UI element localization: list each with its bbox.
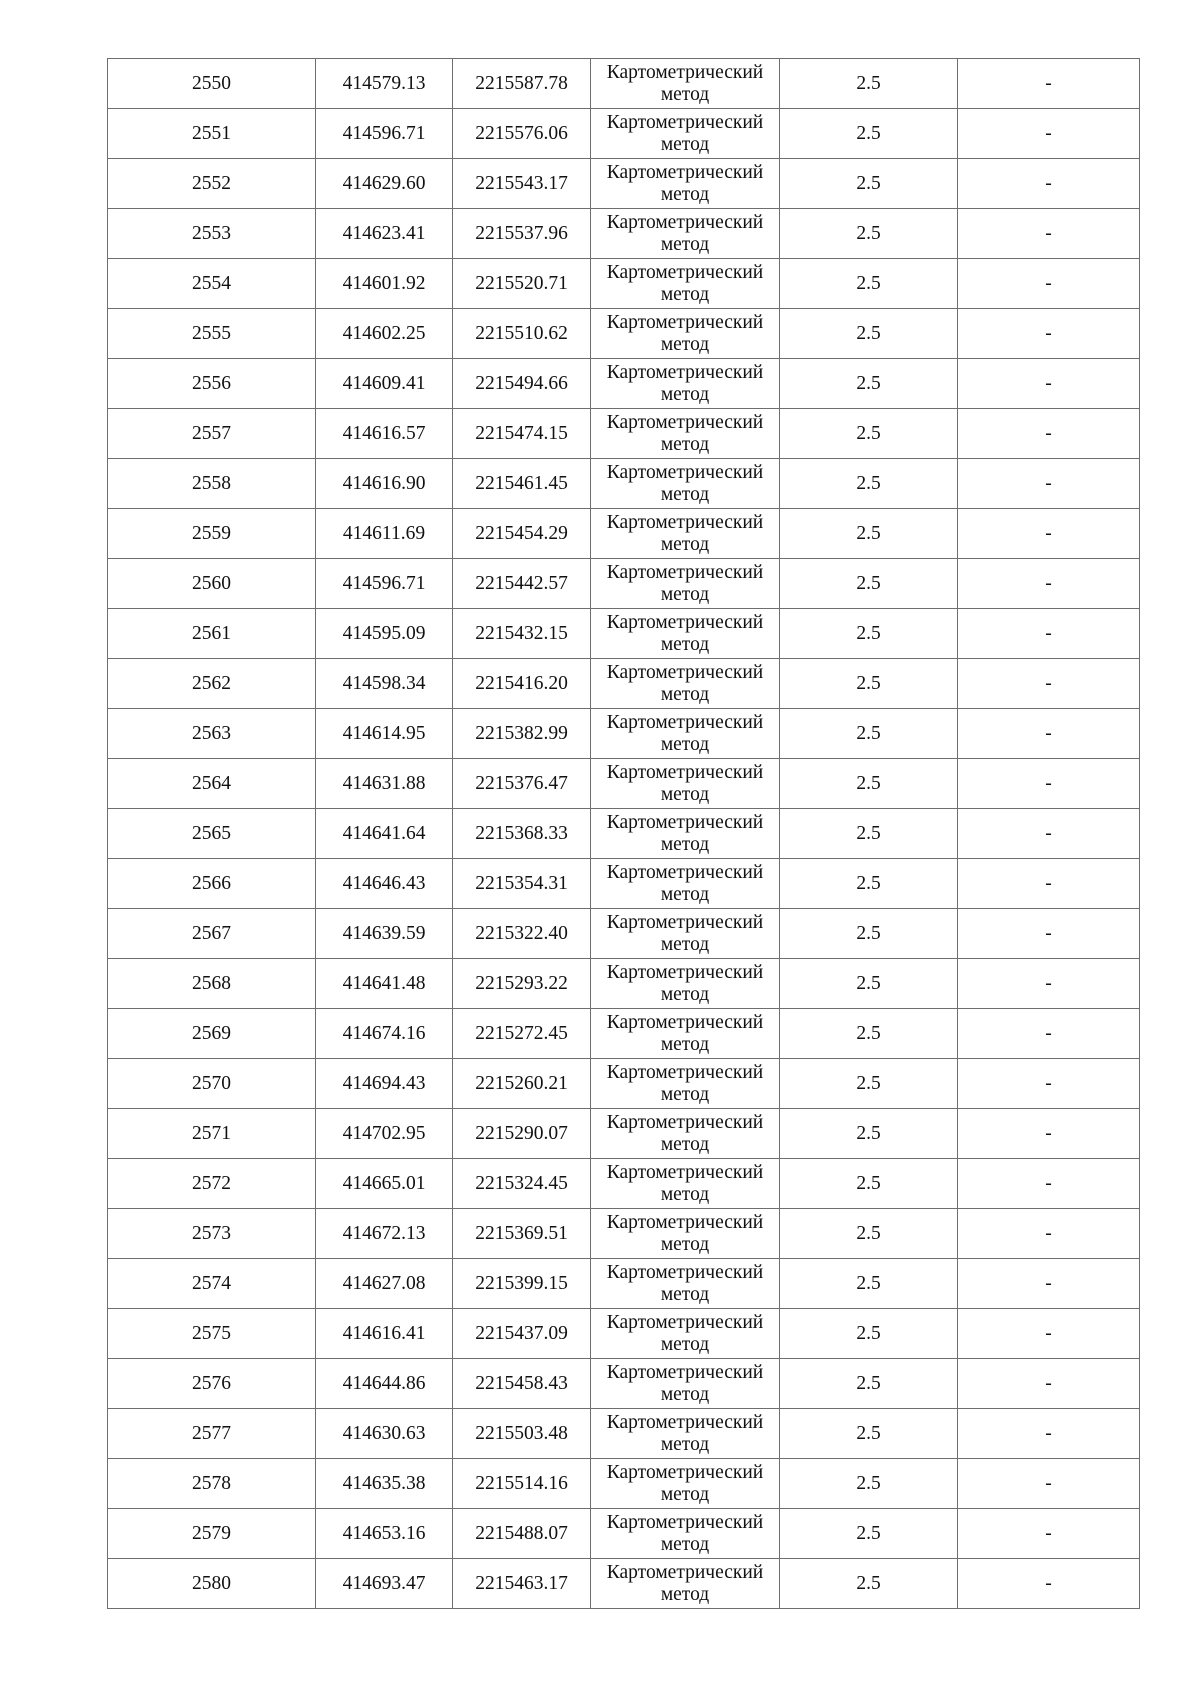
- method-text-line2: метод: [660, 1333, 710, 1355]
- accuracy-cell: 2.5: [780, 859, 958, 909]
- x-coordinate-cell: 414639.59: [316, 909, 453, 959]
- y-coordinate-cell: 2215576.06: [453, 109, 591, 159]
- table-row: [108, 1409, 1140, 1459]
- method-text-line1: Картометрический: [606, 911, 764, 933]
- y-coordinate-cell: 2215454.29: [453, 509, 591, 559]
- method-cell: [591, 559, 780, 609]
- table-row: [108, 109, 1140, 159]
- accuracy-cell: 2.5: [780, 1059, 958, 1109]
- x-coordinate-cell: 414674.16: [316, 1009, 453, 1059]
- note-cell: -: [958, 1509, 1140, 1559]
- method-text-line1: Картометрический: [606, 661, 764, 683]
- table-row: [108, 209, 1140, 259]
- accuracy-cell: 2.5: [780, 809, 958, 859]
- x-coordinate-cell: 414598.34: [316, 659, 453, 709]
- method-text-line1: Картометрический: [606, 511, 764, 533]
- table-row: [108, 959, 1140, 1009]
- note-cell: -: [958, 1359, 1140, 1409]
- point-number-cell: 2577: [108, 1409, 316, 1459]
- x-coordinate-cell: 414702.95: [316, 1109, 453, 1159]
- method-cell: [591, 409, 780, 459]
- method-text-line2: метод: [660, 633, 710, 655]
- table-row: [108, 1009, 1140, 1059]
- point-number-cell: 2559: [108, 509, 316, 559]
- y-coordinate-cell: 2215382.99: [453, 709, 591, 759]
- x-coordinate-cell: 414653.16: [316, 1509, 453, 1559]
- table-row: [108, 1359, 1140, 1409]
- point-number-cell: 2558: [108, 459, 316, 509]
- method-text-line1: Картометрический: [606, 1411, 764, 1433]
- accuracy-cell: 2.5: [780, 609, 958, 659]
- table-row: [108, 359, 1140, 409]
- note-cell: -: [958, 1409, 1140, 1459]
- accuracy-cell: 2.5: [780, 1359, 958, 1409]
- y-coordinate-cell: 2215461.45: [453, 459, 591, 509]
- point-number-cell: 2575: [108, 1309, 316, 1359]
- method-cell: [591, 109, 780, 159]
- method-text-line2: метод: [660, 1483, 710, 1505]
- accuracy-cell: 2.5: [780, 159, 958, 209]
- note-cell: -: [958, 1209, 1140, 1259]
- y-coordinate-cell: 2215543.17: [453, 159, 591, 209]
- table-row: [108, 1059, 1140, 1109]
- method-text-line1: Картометрический: [606, 711, 764, 733]
- x-coordinate-cell: 414672.13: [316, 1209, 453, 1259]
- y-coordinate-cell: 2215520.71: [453, 259, 591, 309]
- point-number-cell: 2562: [108, 659, 316, 709]
- method-cell: [591, 1159, 780, 1209]
- x-coordinate-cell: 414635.38: [316, 1459, 453, 1509]
- x-coordinate-cell: 414611.69: [316, 509, 453, 559]
- accuracy-cell: 2.5: [780, 1009, 958, 1059]
- note-cell: -: [958, 759, 1140, 809]
- note-cell: -: [958, 1059, 1140, 1109]
- y-coordinate-cell: 2215463.17: [453, 1559, 591, 1609]
- accuracy-cell: 2.5: [780, 309, 958, 359]
- y-coordinate-cell: 2215488.07: [453, 1509, 591, 1559]
- x-coordinate-cell: 414614.95: [316, 709, 453, 759]
- method-text-line2: метод: [660, 1583, 710, 1605]
- y-coordinate-cell: 2215293.22: [453, 959, 591, 1009]
- y-coordinate-cell: 2215290.07: [453, 1109, 591, 1159]
- x-coordinate-cell: 414579.13: [316, 59, 453, 109]
- point-number-cell: 2568: [108, 959, 316, 1009]
- method-text-line2: метод: [660, 533, 710, 555]
- note-cell: -: [958, 259, 1140, 309]
- method-text-line2: метод: [660, 783, 710, 805]
- x-coordinate-cell: 414596.71: [316, 109, 453, 159]
- y-coordinate-cell: 2215494.66: [453, 359, 591, 409]
- table-row: [108, 1259, 1140, 1309]
- x-coordinate-cell: 414644.86: [316, 1359, 453, 1409]
- y-coordinate-cell: 2215369.51: [453, 1209, 591, 1259]
- y-coordinate-cell: 2215474.15: [453, 409, 591, 459]
- method-text-line1: Картометрический: [606, 1311, 764, 1333]
- y-coordinate-cell: 2215260.21: [453, 1059, 591, 1109]
- point-number-cell: 2563: [108, 709, 316, 759]
- point-number-cell: 2578: [108, 1459, 316, 1509]
- x-coordinate-cell: 414641.64: [316, 809, 453, 859]
- x-coordinate-cell: 414616.90: [316, 459, 453, 509]
- note-cell: -: [958, 159, 1140, 209]
- accuracy-cell: 2.5: [780, 409, 958, 459]
- method-cell: [591, 609, 780, 659]
- note-cell: -: [958, 509, 1140, 559]
- accuracy-cell: 2.5: [780, 1209, 958, 1259]
- point-number-cell: 2571: [108, 1109, 316, 1159]
- table-row: [108, 159, 1140, 209]
- method-text-line2: метод: [660, 1083, 710, 1105]
- coordinates-table: [107, 58, 1140, 1609]
- method-text-line1: Картометрический: [606, 211, 764, 233]
- x-coordinate-cell: 414616.57: [316, 409, 453, 459]
- point-number-cell: 2554: [108, 259, 316, 309]
- note-cell: -: [958, 109, 1140, 159]
- note-cell: -: [958, 809, 1140, 859]
- method-text-line2: метод: [660, 283, 710, 305]
- method-text-line2: метод: [660, 983, 710, 1005]
- method-text-line2: метод: [660, 683, 710, 705]
- coordinates-table-body: [108, 59, 1140, 1609]
- method-text-line1: Картометрический: [606, 1511, 764, 1533]
- method-text-line2: метод: [660, 133, 710, 155]
- note-cell: -: [958, 209, 1140, 259]
- point-number-cell: 2565: [108, 809, 316, 859]
- method-cell: [591, 809, 780, 859]
- note-cell: -: [958, 659, 1140, 709]
- y-coordinate-cell: 2215354.31: [453, 859, 591, 909]
- method-text-line1: Картометрический: [606, 411, 764, 433]
- method-cell: [591, 759, 780, 809]
- method-text-line1: Картометрический: [606, 1211, 764, 1233]
- note-cell: -: [958, 1009, 1140, 1059]
- accuracy-cell: 2.5: [780, 1159, 958, 1209]
- accuracy-cell: 2.5: [780, 659, 958, 709]
- method-text-line2: метод: [660, 1183, 710, 1205]
- table-row: [108, 659, 1140, 709]
- point-number-cell: 2551: [108, 109, 316, 159]
- method-cell: [591, 659, 780, 709]
- point-number-cell: 2561: [108, 609, 316, 659]
- point-number-cell: 2580: [108, 1559, 316, 1609]
- method-text-line1: Картометрический: [606, 861, 764, 883]
- method-cell: [591, 709, 780, 759]
- method-text-line2: метод: [660, 883, 710, 905]
- note-cell: -: [958, 559, 1140, 609]
- method-cell: [591, 59, 780, 109]
- method-text-line1: Картометрический: [606, 1361, 764, 1383]
- accuracy-cell: 2.5: [780, 1259, 958, 1309]
- point-number-cell: 2552: [108, 159, 316, 209]
- table-row: [108, 709, 1140, 759]
- y-coordinate-cell: 2215587.78: [453, 59, 591, 109]
- method-cell: [591, 1359, 780, 1409]
- y-coordinate-cell: 2215442.57: [453, 559, 591, 609]
- x-coordinate-cell: 414596.71: [316, 559, 453, 609]
- table-row: [108, 759, 1140, 809]
- accuracy-cell: 2.5: [780, 209, 958, 259]
- point-number-cell: 2569: [108, 1009, 316, 1059]
- y-coordinate-cell: 2215503.48: [453, 1409, 591, 1459]
- note-cell: -: [958, 859, 1140, 909]
- x-coordinate-cell: 414665.01: [316, 1159, 453, 1209]
- method-text-line1: Картометрический: [606, 811, 764, 833]
- method-text-line1: Картометрический: [606, 311, 764, 333]
- y-coordinate-cell: 2215368.33: [453, 809, 591, 859]
- accuracy-cell: 2.5: [780, 709, 958, 759]
- table-row: [108, 1309, 1140, 1359]
- table-row: [108, 59, 1140, 109]
- table-row: [108, 309, 1140, 359]
- x-coordinate-cell: 414616.41: [316, 1309, 453, 1359]
- method-cell: [591, 309, 780, 359]
- accuracy-cell: 2.5: [780, 1509, 958, 1559]
- method-text-line2: метод: [660, 333, 710, 355]
- accuracy-cell: 2.5: [780, 59, 958, 109]
- table-row: [108, 459, 1140, 509]
- method-text-line2: метод: [660, 183, 710, 205]
- point-number-cell: 2573: [108, 1209, 316, 1259]
- table-row: [108, 859, 1140, 909]
- point-number-cell: 2574: [108, 1259, 316, 1309]
- method-cell: [591, 959, 780, 1009]
- table-row: [108, 809, 1140, 859]
- method-cell: [591, 1009, 780, 1059]
- x-coordinate-cell: 414694.43: [316, 1059, 453, 1109]
- method-text-line1: Картометрический: [606, 1261, 764, 1283]
- table-row: [108, 1109, 1140, 1159]
- x-coordinate-cell: 414629.60: [316, 159, 453, 209]
- y-coordinate-cell: 2215458.43: [453, 1359, 591, 1409]
- accuracy-cell: 2.5: [780, 959, 958, 1009]
- y-coordinate-cell: 2215376.47: [453, 759, 591, 809]
- note-cell: -: [958, 609, 1140, 659]
- table-row: [108, 909, 1140, 959]
- method-cell: [591, 1409, 780, 1459]
- note-cell: -: [958, 909, 1140, 959]
- y-coordinate-cell: 2215432.15: [453, 609, 591, 659]
- point-number-cell: 2572: [108, 1159, 316, 1209]
- y-coordinate-cell: 2215272.45: [453, 1009, 591, 1059]
- method-text-line1: Картометрический: [606, 461, 764, 483]
- method-cell: [591, 1509, 780, 1559]
- accuracy-cell: 2.5: [780, 559, 958, 609]
- method-text-line2: метод: [660, 433, 710, 455]
- x-coordinate-cell: 414595.09: [316, 609, 453, 659]
- point-number-cell: 2557: [108, 409, 316, 459]
- x-coordinate-cell: 414609.41: [316, 359, 453, 409]
- note-cell: -: [958, 1309, 1140, 1359]
- y-coordinate-cell: 2215537.96: [453, 209, 591, 259]
- method-cell: [591, 359, 780, 409]
- x-coordinate-cell: 414646.43: [316, 859, 453, 909]
- method-text-line1: Картометрический: [606, 161, 764, 183]
- table-row: [108, 509, 1140, 559]
- point-number-cell: 2579: [108, 1509, 316, 1559]
- method-text-line2: метод: [660, 1033, 710, 1055]
- method-cell: [591, 909, 780, 959]
- method-text-line2: метод: [660, 1383, 710, 1405]
- note-cell: -: [958, 709, 1140, 759]
- method-text-line1: Картометрический: [606, 111, 764, 133]
- accuracy-cell: 2.5: [780, 259, 958, 309]
- note-cell: -: [958, 459, 1140, 509]
- accuracy-cell: 2.5: [780, 1559, 958, 1609]
- x-coordinate-cell: 414602.25: [316, 309, 453, 359]
- method-text-line2: метод: [660, 483, 710, 505]
- method-cell: [591, 1309, 780, 1359]
- method-text-line2: метод: [660, 1133, 710, 1155]
- x-coordinate-cell: 414641.48: [316, 959, 453, 1009]
- note-cell: -: [958, 1259, 1140, 1309]
- method-cell: [591, 159, 780, 209]
- method-text-line2: метод: [660, 383, 710, 405]
- table-row: [108, 1459, 1140, 1509]
- accuracy-cell: 2.5: [780, 1309, 958, 1359]
- point-number-cell: 2564: [108, 759, 316, 809]
- point-number-cell: 2550: [108, 59, 316, 109]
- table-row: [108, 1159, 1140, 1209]
- note-cell: -: [958, 1109, 1140, 1159]
- method-cell: [591, 1209, 780, 1259]
- method-text-line2: метод: [660, 83, 710, 105]
- method-cell: [591, 259, 780, 309]
- method-text-line1: Картометрический: [606, 1011, 764, 1033]
- accuracy-cell: 2.5: [780, 1409, 958, 1459]
- point-number-cell: 2566: [108, 859, 316, 909]
- table-row: [108, 409, 1140, 459]
- accuracy-cell: 2.5: [780, 1109, 958, 1159]
- method-cell: [591, 859, 780, 909]
- method-text-line2: метод: [660, 933, 710, 955]
- y-coordinate-cell: 2215416.20: [453, 659, 591, 709]
- point-number-cell: 2553: [108, 209, 316, 259]
- point-number-cell: 2576: [108, 1359, 316, 1409]
- x-coordinate-cell: 414693.47: [316, 1559, 453, 1609]
- method-text-line2: метод: [660, 733, 710, 755]
- table-row: [108, 559, 1140, 609]
- method-text-line1: Картометрический: [606, 1461, 764, 1483]
- point-number-cell: 2556: [108, 359, 316, 409]
- method-cell: [591, 1109, 780, 1159]
- method-text-line2: метод: [660, 233, 710, 255]
- accuracy-cell: 2.5: [780, 1459, 958, 1509]
- accuracy-cell: 2.5: [780, 759, 958, 809]
- method-text-line1: Картометрический: [606, 1111, 764, 1133]
- x-coordinate-cell: 414631.88: [316, 759, 453, 809]
- method-cell: [591, 209, 780, 259]
- note-cell: -: [958, 1159, 1140, 1209]
- method-text-line1: Картометрический: [606, 561, 764, 583]
- table-row: [108, 259, 1140, 309]
- method-text-line2: метод: [660, 1233, 710, 1255]
- method-cell: [591, 1059, 780, 1109]
- method-text-line2: метод: [660, 1433, 710, 1455]
- method-text-line1: Картометрический: [606, 1061, 764, 1083]
- method-cell: [591, 1559, 780, 1609]
- method-text-line1: Картометрический: [606, 1161, 764, 1183]
- point-number-cell: 2560: [108, 559, 316, 609]
- method-text-line2: метод: [660, 1533, 710, 1555]
- accuracy-cell: 2.5: [780, 459, 958, 509]
- x-coordinate-cell: 414623.41: [316, 209, 453, 259]
- note-cell: -: [958, 59, 1140, 109]
- method-text-line1: Картометрический: [606, 961, 764, 983]
- method-text-line1: Картометрический: [606, 1561, 764, 1583]
- method-cell: [591, 509, 780, 559]
- accuracy-cell: 2.5: [780, 909, 958, 959]
- table-row: [108, 1509, 1140, 1559]
- table-row: [108, 1209, 1140, 1259]
- y-coordinate-cell: 2215437.09: [453, 1309, 591, 1359]
- point-number-cell: 2555: [108, 309, 316, 359]
- x-coordinate-cell: 414630.63: [316, 1409, 453, 1459]
- method-text-line1: Картометрический: [606, 61, 764, 83]
- method-cell: [591, 1259, 780, 1309]
- accuracy-cell: 2.5: [780, 509, 958, 559]
- y-coordinate-cell: 2215514.16: [453, 1459, 591, 1509]
- note-cell: -: [958, 1459, 1140, 1509]
- table-row: [108, 609, 1140, 659]
- method-text-line1: Картометрический: [606, 361, 764, 383]
- point-number-cell: 2567: [108, 909, 316, 959]
- method-text-line2: метод: [660, 833, 710, 855]
- y-coordinate-cell: 2215510.62: [453, 309, 591, 359]
- method-cell: [591, 459, 780, 509]
- method-text-line1: Картометрический: [606, 261, 764, 283]
- accuracy-cell: 2.5: [780, 359, 958, 409]
- note-cell: -: [958, 359, 1140, 409]
- method-text-line1: Картометрический: [606, 611, 764, 633]
- method-text-line2: метод: [660, 583, 710, 605]
- method-text-line2: метод: [660, 1283, 710, 1305]
- document-page: [107, 58, 1139, 1609]
- note-cell: -: [958, 409, 1140, 459]
- method-text-line1: Картометрический: [606, 761, 764, 783]
- point-number-cell: 2570: [108, 1059, 316, 1109]
- x-coordinate-cell: 414627.08: [316, 1259, 453, 1309]
- y-coordinate-cell: 2215324.45: [453, 1159, 591, 1209]
- note-cell: -: [958, 1559, 1140, 1609]
- table-row: [108, 1559, 1140, 1609]
- note-cell: -: [958, 309, 1140, 359]
- x-coordinate-cell: 414601.92: [316, 259, 453, 309]
- note-cell: -: [958, 959, 1140, 1009]
- y-coordinate-cell: 2215322.40: [453, 909, 591, 959]
- y-coordinate-cell: 2215399.15: [453, 1259, 591, 1309]
- method-cell: [591, 1459, 780, 1509]
- accuracy-cell: 2.5: [780, 109, 958, 159]
